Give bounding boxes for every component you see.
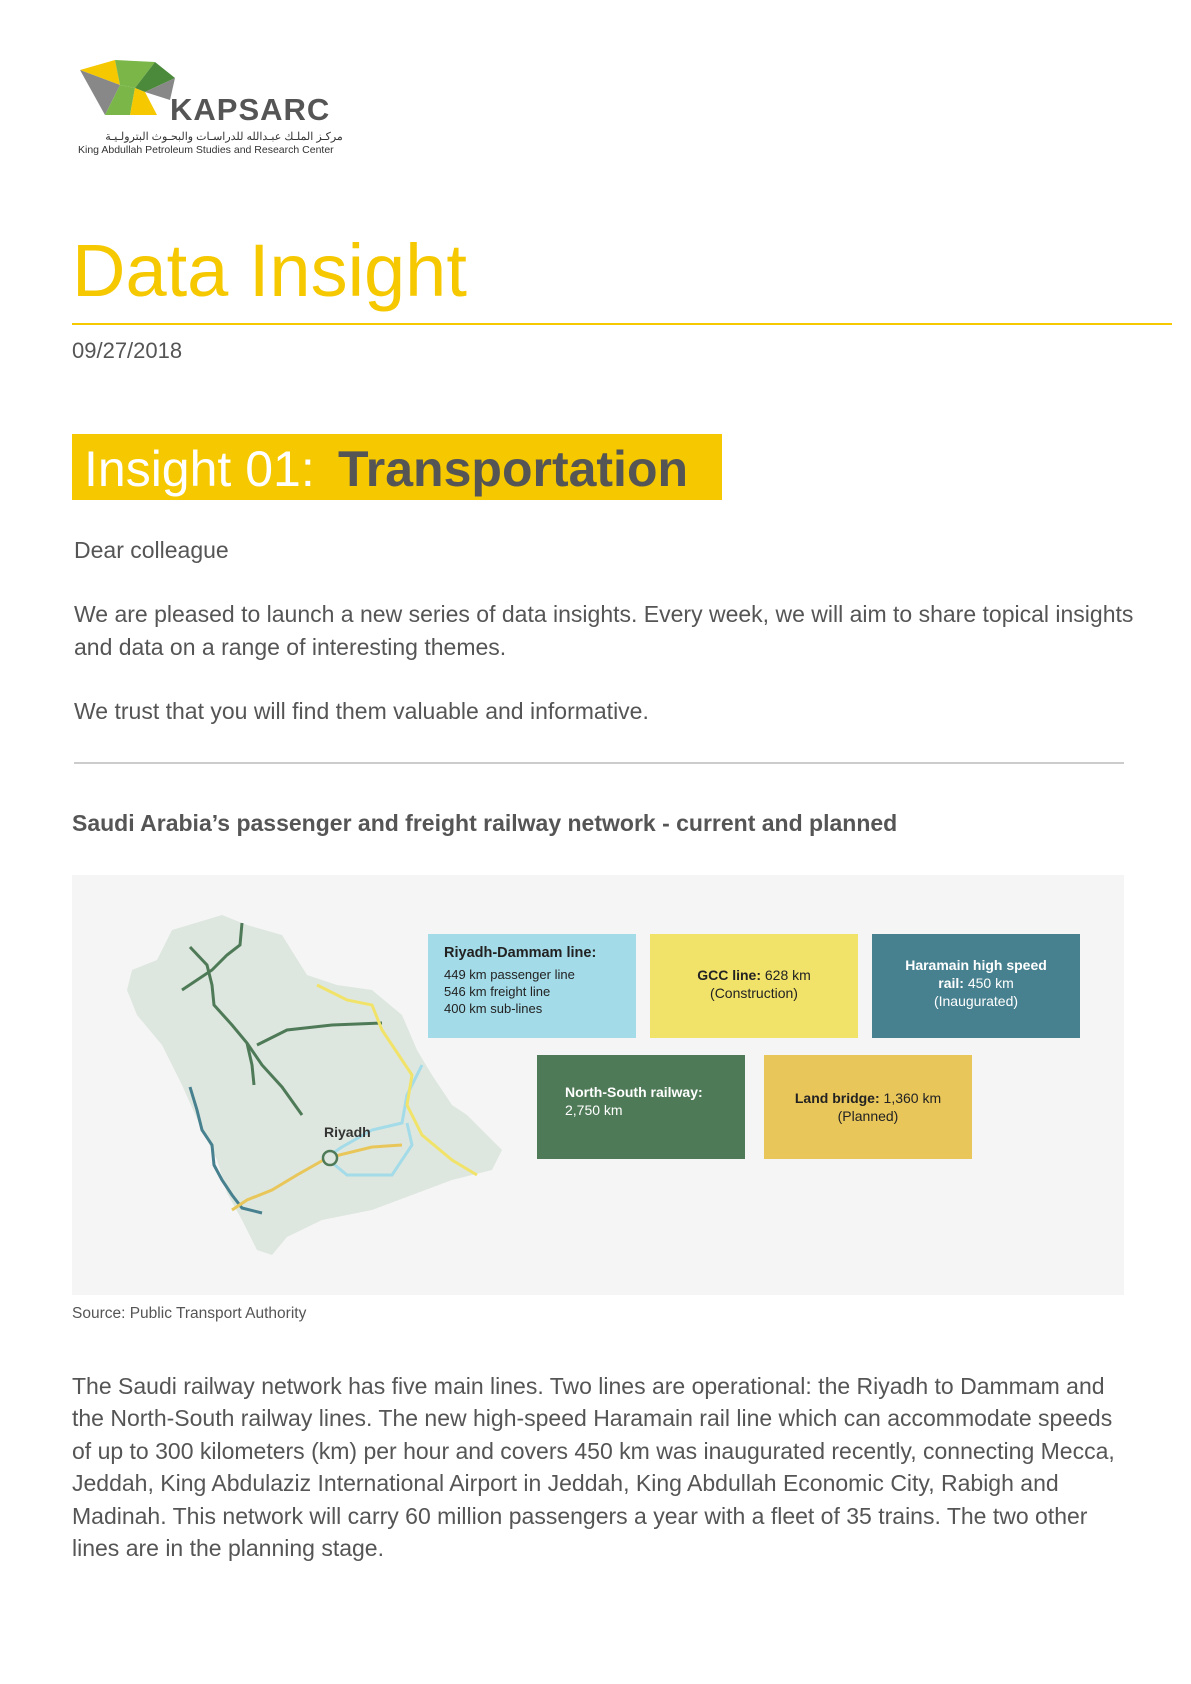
map-title: Saudi Arabia’s passenger and freight railway network - current and planned bbox=[72, 810, 898, 836]
north-south-box bbox=[537, 1055, 745, 1159]
gcc-length: 628 km bbox=[764, 967, 811, 983]
land-bridge-box bbox=[764, 1055, 972, 1159]
page-title: Data Insight bbox=[72, 229, 467, 312]
insight-number: Insight 01: bbox=[84, 441, 315, 497]
logo-arabic-name: مركـز الملـك عبـدالله للدراسـات والبحـوث البترولـيـة bbox=[105, 131, 343, 143]
riyadh-dammam-sublines: 400 km sub-lines bbox=[444, 1001, 543, 1016]
riyadh-dammam-passenger: 449 km passenger line bbox=[444, 967, 575, 982]
intro-closing: We trust that you will find them valuable and informative. bbox=[74, 698, 649, 724]
land-bridge-status: (Planned) bbox=[837, 1108, 899, 1124]
riyadh-dammam-heading: Riyadh-Dammam line: bbox=[444, 945, 597, 961]
land-bridge-heading: Land bridge: bbox=[794, 1090, 880, 1106]
section-divider bbox=[74, 762, 1124, 764]
body-paragraph: The Saudi railway network has five main lines. Two lines are operational: the Riyadh to Dammam and the North-South railway lines. The new high-speed Haramain rail line which can accommodate speeds of up to 300 kilometers (km) per hour and covers 450 km was inaugurated recently, connecting Mecca, Jeddah, King Abdulaziz International Airport in Jeddah, King Abdullah Economic City, Rabigh and Madinah. This network will carry 60 million passengers a year with a fleet of 35 trains. The two other lines are in the planning stage. bbox=[72, 1373, 1115, 1562]
intro-paragraph: We are pleased to launch a new series of data insights. Every week, we will aim to share topical insights and data on a range of interesting themes. bbox=[74, 601, 1134, 660]
insight-topic: Transportation bbox=[338, 441, 689, 497]
north-south-length: 2,750 km bbox=[565, 1102, 623, 1118]
haramain-length: 450 km bbox=[967, 975, 1014, 991]
greeting: Dear colleague bbox=[74, 537, 229, 563]
gcc-status: (Construction) bbox=[710, 985, 798, 1001]
insight-heading bbox=[72, 434, 722, 500]
haramain-status: (Inaugurated) bbox=[933, 993, 1019, 1009]
riyadh-dammam-box bbox=[428, 934, 636, 1038]
riyadh-label: Riyadh bbox=[324, 1124, 371, 1140]
haramain-box bbox=[872, 934, 1080, 1038]
title-divider bbox=[72, 323, 1172, 325]
gcc-heading: GCC line: bbox=[697, 967, 761, 983]
gcc-line-box bbox=[650, 934, 858, 1038]
riyadh-marker bbox=[323, 1151, 337, 1165]
logo-english-name: King Abdullah Petroleum Studies and Research Center bbox=[78, 144, 334, 156]
publication-date: 09/27/2018 bbox=[72, 338, 183, 363]
logo-wordmark: KAPSARC bbox=[170, 92, 331, 127]
north-south-heading: North-South railway: bbox=[565, 1084, 703, 1100]
railway-map-panel bbox=[72, 875, 1124, 1295]
haramain-heading-2: rail: bbox=[938, 975, 964, 991]
haramain-heading: Haramain high speed bbox=[905, 957, 1047, 973]
riyadh-dammam-freight: 546 km freight line bbox=[444, 984, 551, 999]
land-bridge-length: 1,360 km bbox=[883, 1090, 942, 1106]
map-source: Source: Public Transport Authority bbox=[72, 1305, 307, 1322]
